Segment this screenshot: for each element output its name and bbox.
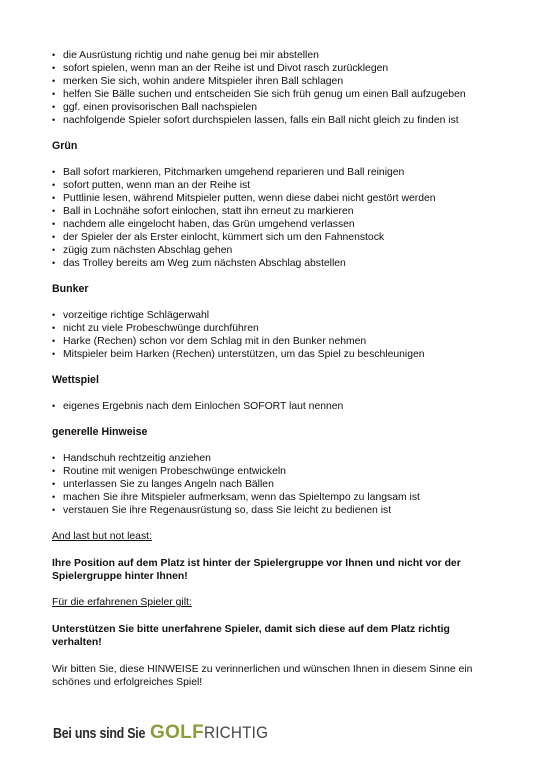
list-item: • merken Sie sich, wohin andere Mitspieler ihren Ball schlagen [52,75,502,88]
list-item: • verstauen Sie ihre Regenausrüstung so, dass Sie leicht zu bedienen ist [52,504,502,517]
slogan-lead: Bei uns sind Sie [53,726,146,742]
list-item: • nachfolgende Spieler sofort durchspielen lassen, falls ein Ball nicht gleich zu finden ist [52,114,502,127]
list-item: • machen Sie ihre Mitspieler aufmerksam, wenn das Spieltempo zu langsam ist [52,491,502,504]
list-item: • Harke (Rechen) schon vor dem Schlag mit in den Bunker nehmen [52,335,502,348]
request-statement: Wir bitten Sie, diese HINWEISE zu verinnerlichen und wünschen Ihnen in diesem Sinne ein schönes und erfolgreiches Spiel! [52,664,473,688]
logo-golf-text: GOLF [150,722,204,743]
list-item: • der Spieler der als Erster einlocht, kümmert sich um den Fahnenstock [52,231,502,244]
last-but-not-least-label: And last but not least: [52,531,152,542]
section-heading-wettspiel: Wettspiel [52,374,99,386]
position-statement: Ihre Position auf dem Platz ist hinter der Spielergruppe vor Ihnen und nicht vor der Spielergruppe hinter Ihnen! [52,558,461,582]
list-item: • das Trolley bereits am Weg zum nächsten Abschlag abstellen [52,257,502,270]
list-item: • ggf. einen provisorischen Ball nachspielen [52,101,502,114]
list-item: • Handschuh rechtzeitig anziehen [52,452,502,465]
golfrichtig-logo [150,722,275,744]
list-item: • Ball in Lochnähe sofort einlochen, statt ihn erneut zu markieren [52,205,502,218]
list-item: • Mitspieler beim Harken (Rechen) unterstützen, um das Spiel zu beschleunigen [52,348,502,361]
list-item: • Routine mit wenigen Probeschwünge entwickeln [52,465,502,478]
list-item: • vorzeitige richtige Schlägerwahl [52,309,502,322]
list-item: • sofort putten, wenn man an der Reihe ist [52,179,502,192]
section-heading-bunker: Bunker [52,283,89,295]
section-heading-gruen: Grün [52,140,78,152]
footer-slogan [53,722,275,744]
list-item: • nicht zu viele Probeschwünge durchführen [52,322,502,335]
list-item: • zügig zum nächsten Abschlag gehen [52,244,502,257]
document-content [52,49,502,689]
list-item: • helfen Sie Bälle suchen und entscheiden Sie sich früh genug um einen Ball aufzugeben [52,88,502,101]
hinweise-list [52,452,502,517]
gruen-list [52,166,502,270]
list-item: • unterlassen Sie zu langes Angeln nach Bällen [52,478,502,491]
wettspiel-list [52,400,502,413]
bunker-list [52,309,502,361]
list-item: • Puttlinie lesen, während Mitspieler putten, wenn diese dabei nicht gestört werden [52,192,502,205]
list-item: • sofort spielen, wenn man an der Reihe ist und Divot rasch zurücklegen [52,62,502,75]
intro-list [52,49,502,127]
section-heading-hinweise: generelle Hinweise [52,426,148,438]
list-item: • nachdem alle eingelocht haben, das Grün umgehend verlassen [52,218,502,231]
experienced-players-label: Für die erfahrenen Spieler gilt: [52,597,192,608]
list-item: • die Ausrüstung richtig und nahe genug bei mir abstellen [52,49,502,62]
list-item: • eigenes Ergebnis nach dem Einlochen SOFORT laut nennen [52,400,502,413]
support-statement: Unterstützen Sie bitte unerfahrene Spieler, damit sich diese auf dem Platz richtig verhalten! [52,624,450,648]
list-item: • Ball sofort markieren, Pitchmarken umgehend reparieren und Ball reinigen [52,166,502,179]
logo-richtig-text: RICHTIG [203,723,269,742]
